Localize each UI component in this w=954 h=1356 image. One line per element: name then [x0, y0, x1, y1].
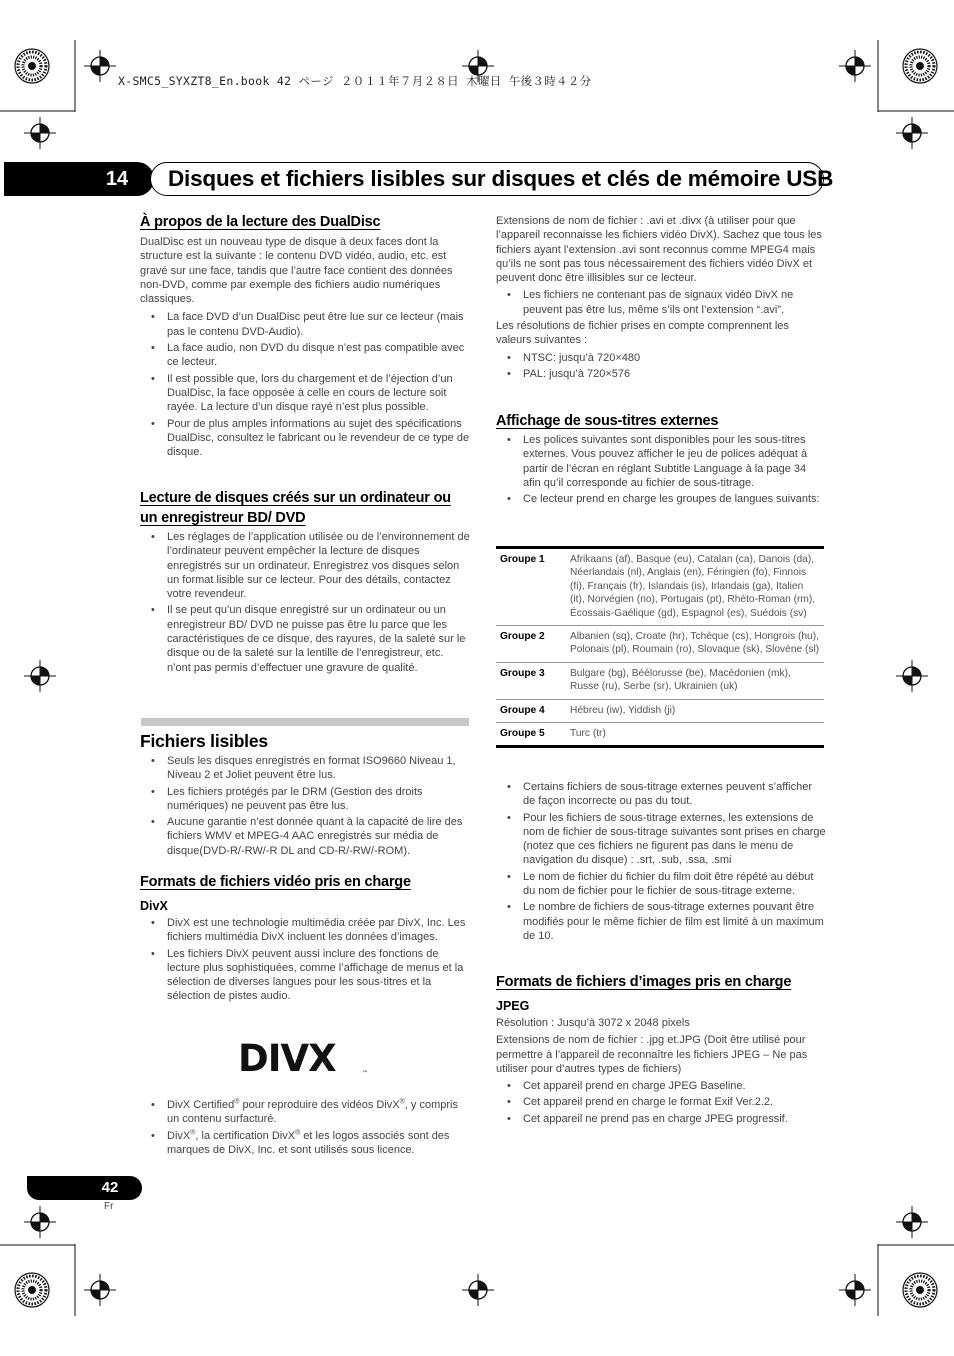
playable-section: [140, 730, 470, 858]
subtitles-notes: [496, 780, 826, 943]
list-item: • Les fichiers DivX peuvent aussi inclure des fonctions de lecture plus sophistiquées, comme l’affichage de menus et la sélection de diverses langues pour les sous-titres et la sélection de pistes audio.: [140, 947, 470, 1004]
dualdisc-heading: À propos de la lecture des DualDisc: [140, 214, 381, 230]
reg-mark: ®: [234, 1098, 240, 1106]
group-languages: Hébreu (iw), Yiddish (ji): [570, 704, 676, 716]
list-item: • Les polices suivantes sont disponibles pour les sous-titres externes. Vous pouvez afficher le jeu de polices adéquat à partir de l’écran en réglant Subtitle Language à la page 34 afin qu’il corresponde au fichier de sous-titrage.: [496, 433, 826, 490]
subtitles-heading: Affichage de sous-titres externes: [496, 413, 719, 429]
print-header: X-SMC5_SYXZT8_En.book 42 ページ ２０１１年７月２８日 木曜日 午後３時４２分: [118, 74, 592, 88]
computer-heading-line1: Lecture de disques créés sur un ordinateur ou: [140, 490, 451, 506]
divx-logo: [238, 1042, 373, 1076]
jpeg-subheading: JPEG: [496, 999, 530, 1013]
group-name: Groupe 2: [500, 631, 545, 643]
list-item: • Le nom de fichier du fichier du film doit être répété au début du nom de fichier pour le fichier de sous-titrage externe.: [496, 870, 826, 899]
table-row: [496, 549, 824, 625]
reg-mark: ®: [399, 1098, 405, 1106]
divx-certified-b: pour reproduire des vidéos DivX: [239, 1099, 400, 1111]
list-item: • Seuls les disques enregistrés en format ISO9660 Niveau 1, Niveau 2 et Joliet peuvent être lus.: [140, 754, 470, 783]
divx-trademark-list: [140, 1098, 470, 1157]
jpeg-extensions: Extensions de nom de fichier : .jpg et.JPG (Doit être utilisé pour permettre à l’appareil de reconnaître les fichiers JPEG – Ne pas utiliser pour d’autres types de fichiers): [496, 1034, 808, 1075]
divx-list: [140, 916, 470, 1004]
subtitles-section: [496, 411, 826, 506]
divx-trademark-a: DivX: [167, 1129, 191, 1142]
list-item: • DivX est une technologie multimédia créée par DivX, Inc. Les fichiers multimédia DivX incluent les données d’images.: [140, 916, 470, 945]
subtitles-list: [496, 433, 826, 506]
resolution-intro: Les résolutions de fichier prises en compte comprennent les valeurs suivantes :: [496, 320, 789, 347]
extensions-list: [496, 288, 826, 317]
jpeg-list: [496, 1079, 826, 1126]
images-section: [496, 972, 826, 1126]
page-language: Fr: [104, 1201, 114, 1212]
section-divider: [141, 718, 469, 726]
dualdisc-intro: DualDisc est un nouveau type de disque à deux faces dont la structure est la suivante : le contenu DVD vidéo, audio, etc. est gravé sur une face, tandis que l’autre face contient des données non-DVD, comme par exemple des fichiers audio numériques classiques.: [140, 236, 453, 306]
divx-subheading: DivX: [140, 899, 168, 913]
divx-trademark-section: [140, 1098, 470, 1157]
right-column-top: [496, 214, 826, 381]
list-item: • Les fichiers protégés par le DRM (Gestion des droits numériques) ne peuvent pas être lus.: [140, 785, 470, 814]
list-item: • Cet appareil ne prend pas en charge JPEG progressif.: [496, 1112, 826, 1126]
list-item: • Ce lecteur prend en charge les groupes de langues suivants:: [496, 492, 826, 506]
list-item: [140, 1129, 470, 1158]
group-name: Groupe 1: [500, 554, 545, 565]
list-item: • Il se peut qu’un disque enregistré sur un ordinateur ou un enregistreur BD/ DVD ne puisse pas être lu parce que les caractéristiques de ce disque, des rayures, de la saleté sur le disque ou de la saleté sur la lentille de l’enregistreur, etc. n’ont pas permis d’effectuer une gravure de qualité.: [140, 603, 470, 674]
list-item: • Cet appareil prend en charge le format Exif Ver.2.2.: [496, 1095, 826, 1109]
list-item: • Les réglages de l’application utilisée ou de l’environnement de l’ordinateur peuvent empêcher la lecture de disques enregistrés sur un ordinateur. Enregistrez vos disques selon un format lisible sur ce lecteur. Pour des détails, contactez votre revendeur.: [140, 530, 470, 601]
dualdisc-list: [140, 310, 470, 459]
playable-list: [140, 754, 470, 858]
group-languages: Turc (tr): [570, 728, 606, 740]
group-name: Groupe 3: [500, 667, 545, 679]
page-number: 42: [101, 1179, 119, 1196]
table-row: [496, 722, 824, 745]
images-heading: Formats de fichiers d’images pris en charge: [496, 974, 792, 990]
list-item: • Les fichiers ne contenant pas de signaux vidéo DivX ne peuvent pas être lus, même s’ils ont l’extension “.avi”.: [496, 288, 826, 317]
group-languages: Afrikaans (af), Basque (eu), Catalan (ca), Danois (da), Néerlandais (nl), Anglais (en), Féringien (fo), Finnois (fi), Français (fr), Islandais (is), Irlandais (ga), Italien (it), Norvégien (no), Portugais (pt), Rhéto-Roman (rm), Écossais-Gaélique (gd), Espagnol (es), Suédois (sv): [570, 554, 816, 619]
list-item: • Il est possible que, lors du chargement et de l’éjection d’un DualDisc, la face opposée à celle en cours de lecture soit rayée. La lecture d’un disque rayé n’est plus possible.: [140, 372, 470, 415]
video-heading: Formats de fichiers vidéo pris en charge: [140, 874, 411, 890]
computer-section: [140, 488, 470, 675]
group-languages: Albanien (sq), Croate (hr), Tchèque (cs), Hongrois (hu), Polonais (pl), Roumain (ro), Slovaque (sk), Slovène (sl): [570, 631, 820, 656]
table-row: [496, 662, 824, 699]
divx-certified-c: , y compris un contenu surfacturé.: [167, 1099, 458, 1126]
list-item: • PAL: jusqu’à 720×576: [496, 367, 826, 381]
language-groups-table: [496, 546, 824, 748]
list-item: • NTSC: jusqu’à 720×480: [496, 351, 826, 365]
list-item: [140, 1098, 470, 1127]
group-name: Groupe 4: [500, 704, 545, 716]
list-item: • La face DVD d’un DualDisc peut être lue sur ce lecteur (mais pas le contenu DVD-Audio).: [140, 310, 470, 339]
reg-mark: ®: [190, 1128, 196, 1136]
list-item: • Pour les fichiers de sous-titrage externes, les extensions de nom de fichier de sous-titrage suivantes sont prises en charge (notez que ces fichiers ne figurent pas dans le menu de navigation du disque) : .srt, .sub, .ssa, .smi: [496, 811, 826, 868]
divx-logo-text: DIVX: [238, 1042, 336, 1076]
list-item: • Cet appareil prend en charge JPEG Baseline.: [496, 1079, 826, 1093]
list-item: • Aucune garantie n’est donnée quant à la capacité de lire des fichiers WMV et MPEG-4 AAC enregistrés sur média de disque(DVD-R/-RW/-R DL and CD-R/-RW/-ROM).: [140, 815, 470, 858]
chapter-title: Disques et fichiers lisibles sur disques et clés de mémoire USB: [168, 166, 834, 191]
playable-heading: Fichiers lisibles: [140, 731, 268, 751]
video-section: [140, 872, 470, 1004]
list-item: • Le nombre de fichiers de sous-titrage externes pouvant être modifiés pour le même fichier de film est limité à un maximum de 10.: [496, 900, 826, 943]
chapter-number: 14: [105, 168, 129, 190]
divx-certified-a: DivX Certified: [167, 1099, 235, 1111]
divx-trademark-c: et les logos associés sont des marques de DivX, Inc. et sont utilisés sous licence.: [167, 1129, 450, 1156]
left-column: [140, 212, 470, 459]
computer-heading-line2: un enregistreur BD/ DVD: [140, 510, 306, 526]
list-item: • Pour de plus amples informations au sujet des spécifications DualDisc, consultez le fabricant ou le revendeur de ce type de disque.: [140, 417, 470, 460]
extensions-text: Extensions de nom de fichier : .avi et .divx (à utiliser pour que l’appareil reconnaisse les fichiers vidéo DivX). Sachez que tous les fichiers ayant l’extension .avi sont reconnus comme MPEG4 mais qu’ils ne sont pas tous nécessairement des fichiers vidéo DivX et peuvent donc être illisibles sur ce lecteur.: [496, 215, 822, 285]
computer-list: [140, 530, 470, 675]
divx-logo-tm: ™: [362, 1070, 368, 1076]
table-row: [496, 699, 824, 722]
divx-trademark-b: , la certification DivX: [195, 1129, 296, 1142]
table-row: [496, 625, 824, 662]
list-item: • La face audio, non DVD du disque n’est pas compatible avec ce lecteur.: [140, 341, 470, 370]
group-name: Groupe 5: [500, 728, 545, 740]
reg-mark: ®: [295, 1128, 301, 1136]
subtitles-notes-list: [496, 780, 826, 943]
list-item: • Certains fichiers de sous-titrage externes peuvent s’afficher de façon incorrecte ou pas du tout.: [496, 780, 826, 809]
resolution-list: [496, 351, 826, 382]
group-languages: Bulgare (bg), Béélorusse (be), Macédonien (mk), Russe (ru), Serbe (sr), Ukrainien (uk): [570, 667, 791, 693]
jpeg-resolution: Résolution : Jusqu’à 3072 x 2048 pixels: [496, 1017, 690, 1029]
